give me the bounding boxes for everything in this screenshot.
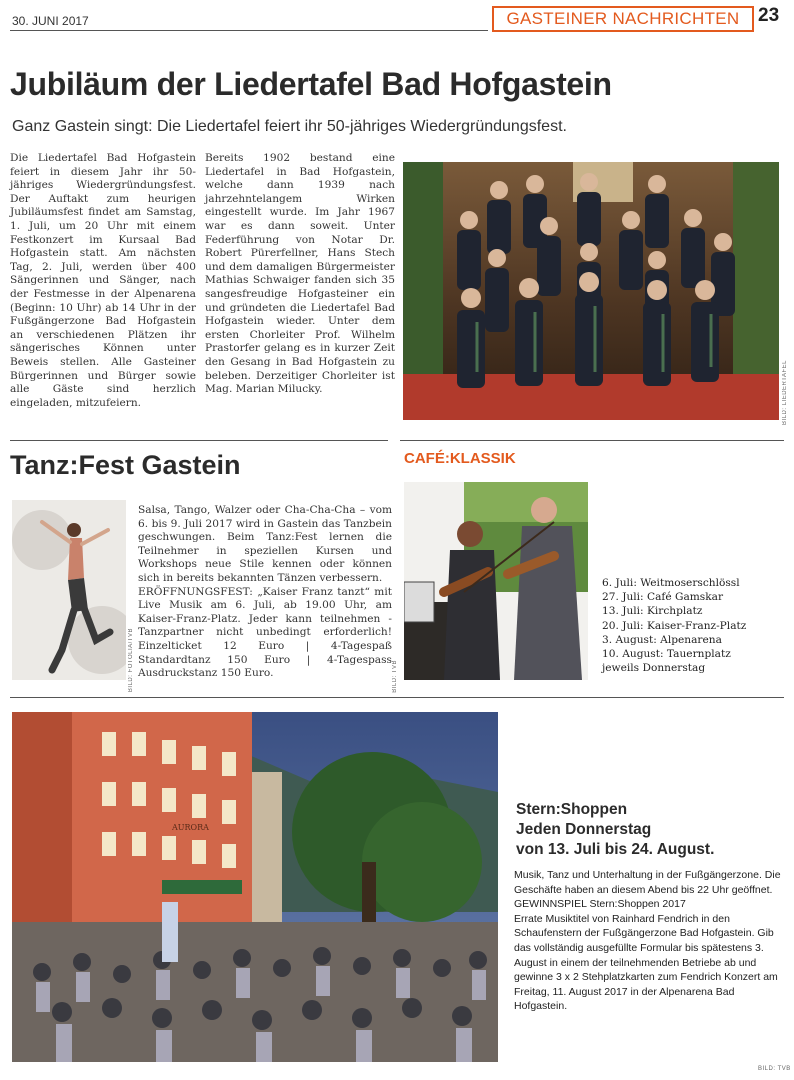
cafe-date-item: 3. August: Alpenarena — [602, 633, 722, 646]
tanzfest-title: Tanz:Fest Gastein — [10, 450, 241, 480]
article-column-2 — [205, 152, 395, 397]
violin-photo-credit: BILD: TVB — [392, 660, 398, 693]
header-rule — [10, 30, 488, 31]
aurora-sign: AURORA — [172, 823, 209, 832]
cafe-date-item: 20. Juli: Kaiser-Franz-Platz — [602, 619, 747, 632]
article-subhead: Ganz Gastein singt: Die Liedertafel feiert ihr 50-jähriges Wiedergründungsfest. — [12, 118, 567, 135]
stern-title-line2: Jeden Donnerstag — [516, 821, 652, 838]
stern-shoppen-title — [516, 800, 714, 860]
section-divider-bottom — [10, 697, 784, 698]
violin-photo — [404, 482, 588, 680]
article-column-1-text: Die Liedertafel Bad Hofgastein feiert in diesem Jahr ihr 50-jähriges Wiedergründungsfest. Der Auftakt zum heurigen Jubiläumsfest findet am Samstag, 1. Juli, um 20 Uhr mit einem Festkonzert im Kursaal Bad Hofgastein statt. Am nächsten Tag, 2. Juli, werden über 400 Sängerinnen und Sänger, nach der Festmesse in der Alpenarena (Beginn: 10 Uhr) ab 14 Uhr in der Fußgängerzone Bad Hofgastein an verschiedenen Plätzen ihr sängerisches Können unter Beweis stellen. Alle Gasteiner Bürgerinnen und Bürger sowie alle Gäste sind herzlich eingeladen, mitzufeiern. — [10, 152, 196, 409]
dancer-photo — [12, 500, 126, 680]
article-headline: Jubiläum der Liedertafel Bad Hofgastein — [10, 66, 612, 102]
page-number: 23 — [758, 5, 780, 26]
cafe-klassik-dates — [602, 576, 792, 675]
stern-paragraph: Musik, Tanz und Unterhaltung in der Fußgängerzone. Die Geschäfte haben an diesem Abend bis 22 Uhr geöffnet. — [514, 869, 781, 896]
stern-shoppen-text — [514, 868, 786, 1014]
section-divider — [10, 440, 388, 441]
issue-date: 30. JUNI 2017 — [12, 14, 89, 28]
choir-photo-credit: BILD: LIEDERTAFEL — [782, 360, 788, 425]
tanzfest-opening: ERÖFFNUNGSFEST: „Kaiser Franz tanzt“ mit Live Musik am 6. Juli, ab 19.00 Uhr, am Kaiser-Franz-Platz. Jeder kann teilnehmen - Tanzpartner nicht unbedingt erforderlich! Einzelticket 12 Euro | 4-Tagespaß Standardtanz 150 Euro | 4-Tagespass Ausdruckstanz 150 Euro. — [138, 585, 392, 680]
stern-contest-text: Errate Musiktitel von Rainhard Fendrich in den Schaufenstern der Fußgängerzone Bad Hofgastein. Gib das vollständig ausgefüllte Formular bis spätestens 3. August in einem der teilnehmenden Betriebe ab und gewinne 3 x 2 Stehplatzkarten zum Fendrich Konzert am Freitag, 11. August 2017 in der Alpenarena Bad Hofgastein. — [514, 912, 778, 1013]
stern-title-line1: Stern:Shoppen — [516, 801, 628, 818]
article-column-2-text: Bereits 1902 bestand eine Liedertafel in Bad Hofgastein, welche dann 1939 nach jahrzehntelangem Wirken eingestellt wurde. Im Jahr 1967 war es dann soweit. Unter Federführung von Notar Dr. Robert Pürerfellner, Hans Stech und dem damaligen Bürgermeister Mathias Schwaiger fanden sich 35 sangesfreudige Hofgasteiner ein und gründeten die Liedertafel Bad Hofgastein wieder. Unter dem ersten Chorleiter Prof. Wilhelm Prastorfer gelang es in kurzer Zeit den Gesang in Bad Hofgastein zu beleben. Derzeitiger Chorleiter ist Mag. Marian Milucky. — [205, 152, 395, 396]
section-divider-right — [400, 440, 784, 441]
tanzfest-paragraph: Salsa, Tango, Walzer oder Cha-Cha-Cha – vom 6. bis 9. Juli 2017 wird in Gastein das Tanzbein geschwungen. Beim Tanz:Fest lernen die Teilnehmer in speziellen Kursen und Workshops neue Stile kennen oder können sich in bereits bekannten Tänzen verbessern. — [138, 504, 392, 584]
article-column-1 — [10, 152, 196, 410]
cafe-date-item: 27. Juli: Café Gamskar — [602, 591, 724, 604]
tanzfest-text — [138, 504, 392, 681]
cafe-date-item: 13. Juli: Kirchplatz — [602, 605, 703, 618]
street-photo-credit: BILD: TVB — [758, 1066, 791, 1072]
cafe-klassik-title: CAFÉ:KLASSIK — [404, 450, 516, 467]
dancer-photo-credit: BILD: FOTOLIA/TVB — [128, 628, 134, 693]
cafe-date-item: 6. Juli: Weitmoserschlössl — [602, 577, 740, 589]
cafe-date-item: jeweils Donnerstag — [602, 662, 706, 675]
stern-contest-heading: GEWINNSPIEL Stern:Shoppen 2017 — [514, 898, 686, 911]
choir-photo — [403, 162, 779, 420]
stern-title-line3: von 13. Juli bis 24. August. — [516, 841, 715, 858]
cafe-date-item: 10. August: Tauernplatz — [602, 648, 731, 661]
street-photo — [12, 712, 498, 1062]
section-label: GASTEINER NACHRICHTEN — [492, 6, 754, 32]
